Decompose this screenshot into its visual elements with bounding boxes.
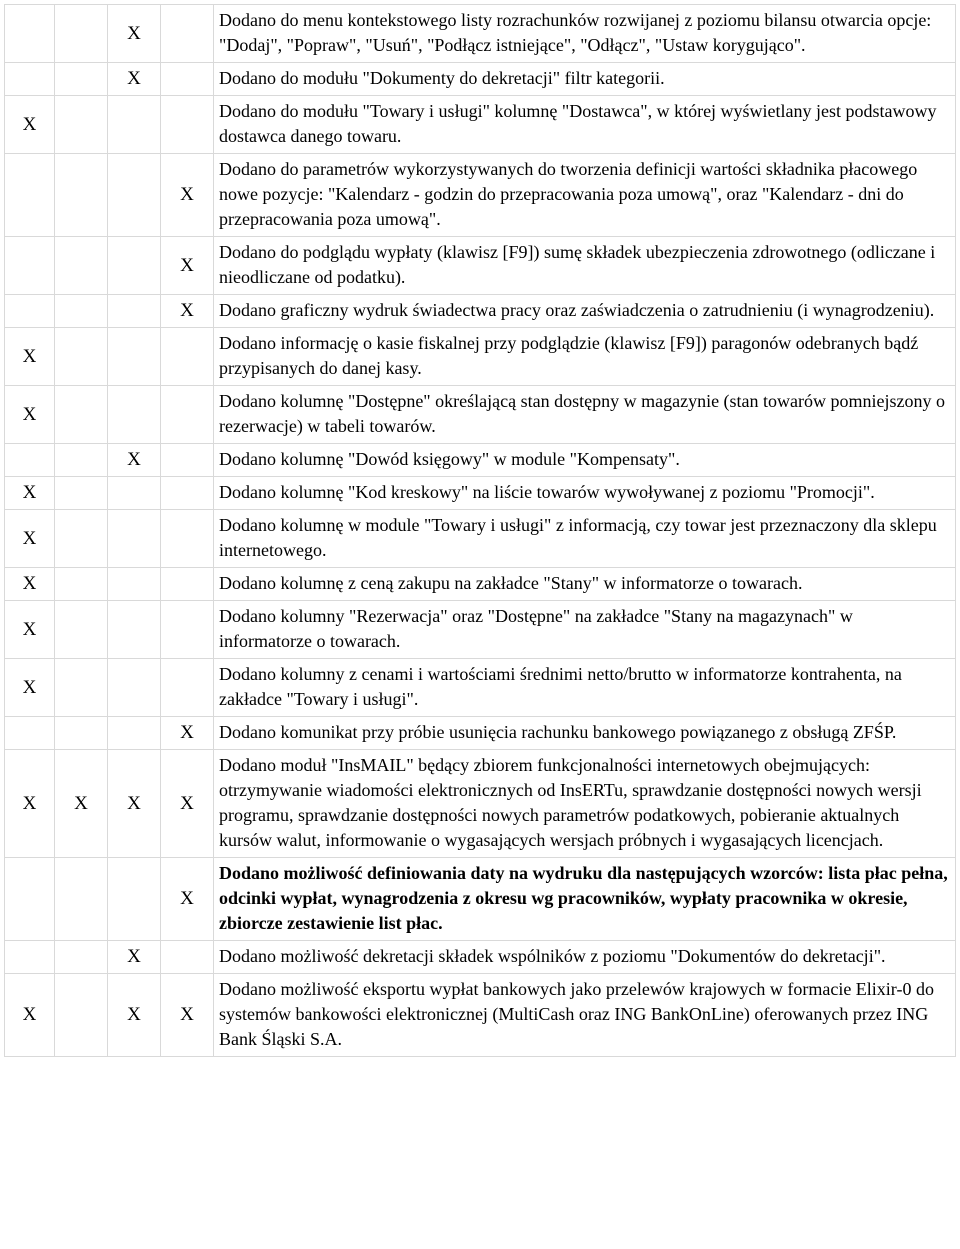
- mark-cell-4: [161, 659, 214, 717]
- mark-cell-4: X: [161, 237, 214, 295]
- mark-cell-2: [55, 237, 108, 295]
- mark-cell-2: [55, 717, 108, 750]
- mark-cell-3: [108, 96, 161, 154]
- change-description: Dodano do podglądu wypłaty (klawisz [F9]) sumę składek ubezpieczenia zdrowotnego (odliczane i nieodliczane od podatku).: [214, 237, 956, 295]
- table-row: [5, 444, 956, 477]
- mark-cell-2: [55, 5, 108, 63]
- change-description: Dodano kolumnę "Dostępne" określającą stan dostępny w magazynie (stan towarów pomniejszony o rezerwacje) w tabeli towarów.: [214, 386, 956, 444]
- mark-cell-1: [5, 941, 55, 974]
- mark-cell-1: X: [5, 974, 55, 1057]
- table-row: [5, 237, 956, 295]
- mark-cell-2: [55, 858, 108, 941]
- mark-cell-4: [161, 568, 214, 601]
- mark-cell-3: [108, 386, 161, 444]
- table-row: [5, 63, 956, 96]
- mark-cell-4: X: [161, 750, 214, 858]
- change-description: Dodano do parametrów wykorzystywanych do tworzenia definicji wartości składnika płacowego nowe pozycje: "Kalendarz - godzin do przepracowania poza umową", oraz "Kalendarz - dni do przepracowania poza umową".: [214, 154, 956, 237]
- change-description: Dodano możliwość definiowania daty na wydruku dla następujących wzorców: lista płac pełna, odcinki wypłat, wynagrodzenia z okresu wg pracowników, wypłaty pracownika w okresie, zbiorcze zestawienie list płac.: [214, 858, 956, 941]
- mark-cell-2: X: [55, 750, 108, 858]
- mark-cell-1: X: [5, 386, 55, 444]
- table-row: [5, 5, 956, 63]
- mark-cell-2: [55, 328, 108, 386]
- mark-cell-3: [108, 858, 161, 941]
- change-description: Dodano moduł "InsMAIL" będący zbiorem funkcjonalności internetowych obejmujących: otrzymywanie wiadomości elektronicznych od InsERTu, sprawdzanie dostępności nowych wersji programu, sprawdzanie dostępności nowych parametrów podatkowych, pobieranie aktualnych kursów walut, informowanie o wygasających wersjach próbnych i wygasających licencjach.: [214, 750, 956, 858]
- change-description: Dodano kolumny z cenami i wartościami średnimi netto/brutto w informatorze kontrahenta, na zakładce "Towary i usługi".: [214, 659, 956, 717]
- change-description: Dodano kolumnę w module "Towary i usługi" z informacją, czy towar jest przeznaczony dla sklepu internetowego.: [214, 510, 956, 568]
- mark-cell-1: [5, 154, 55, 237]
- mark-cell-4: [161, 510, 214, 568]
- mark-cell-3: [108, 659, 161, 717]
- mark-cell-2: [55, 295, 108, 328]
- mark-cell-4: [161, 477, 214, 510]
- change-description: Dodano kolumnę z ceną zakupu na zakładce "Stany" w informatorze o towarach.: [214, 568, 956, 601]
- mark-cell-1: [5, 858, 55, 941]
- mark-cell-2: [55, 154, 108, 237]
- table-row: [5, 858, 956, 941]
- mark-cell-4: X: [161, 974, 214, 1057]
- table-row: [5, 510, 956, 568]
- mark-cell-4: X: [161, 154, 214, 237]
- mark-cell-4: [161, 444, 214, 477]
- change-description: Dodano możliwość dekretacji składek wspólników z poziomu "Dokumentów do dekretacji".: [214, 941, 956, 974]
- table-row: [5, 568, 956, 601]
- mark-cell-1: X: [5, 96, 55, 154]
- table-row: [5, 750, 956, 858]
- change-description: Dodano do modułu "Towary i usługi" kolumnę "Dostawca", w której wyświetlany jest podstawowy dostawca danego towaru.: [214, 96, 956, 154]
- mark-cell-2: [55, 63, 108, 96]
- change-description: Dodano możliwość eksportu wypłat bankowych jako przelewów krajowych w formacie Elixir-0 do systemów bankowości elektronicznej (MultiCash oraz ING BankOnLine) oferowanych przez ING Bank Śląski S.A.: [214, 974, 956, 1057]
- mark-cell-3: X: [108, 974, 161, 1057]
- mark-cell-2: [55, 659, 108, 717]
- table-row: [5, 941, 956, 974]
- mark-cell-2: [55, 974, 108, 1057]
- mark-cell-1: [5, 5, 55, 63]
- mark-cell-1: [5, 63, 55, 96]
- mark-cell-1: X: [5, 750, 55, 858]
- mark-cell-4: [161, 386, 214, 444]
- table-row: [5, 974, 956, 1057]
- change-description: Dodano kolumnę "Dowód księgowy" w module "Kompensaty".: [214, 444, 956, 477]
- mark-cell-4: X: [161, 295, 214, 328]
- mark-cell-1: X: [5, 659, 55, 717]
- mark-cell-1: [5, 444, 55, 477]
- table-row: [5, 601, 956, 659]
- mark-cell-4: [161, 5, 214, 63]
- mark-cell-1: [5, 717, 55, 750]
- change-description: Dodano graficzny wydruk świadectwa pracy oraz zaświadczenia o zatrudnieniu (i wynagrodzeniu).: [214, 295, 956, 328]
- mark-cell-4: [161, 63, 214, 96]
- changelog-table: [4, 4, 956, 1057]
- mark-cell-3: X: [108, 5, 161, 63]
- mark-cell-3: [108, 154, 161, 237]
- mark-cell-4: [161, 941, 214, 974]
- mark-cell-2: [55, 941, 108, 974]
- change-description: Dodano do modułu "Dokumenty do dekretacji" filtr kategorii.: [214, 63, 956, 96]
- mark-cell-3: [108, 601, 161, 659]
- mark-cell-1: X: [5, 510, 55, 568]
- mark-cell-3: [108, 295, 161, 328]
- mark-cell-4: [161, 96, 214, 154]
- table-row: [5, 477, 956, 510]
- mark-cell-1: X: [5, 568, 55, 601]
- mark-cell-3: [108, 328, 161, 386]
- mark-cell-2: [55, 477, 108, 510]
- table-row: [5, 386, 956, 444]
- table-row: [5, 717, 956, 750]
- mark-cell-2: [55, 601, 108, 659]
- mark-cell-3: X: [108, 941, 161, 974]
- mark-cell-3: X: [108, 63, 161, 96]
- mark-cell-3: [108, 237, 161, 295]
- mark-cell-3: [108, 717, 161, 750]
- mark-cell-1: [5, 295, 55, 328]
- mark-cell-4: [161, 328, 214, 386]
- change-description: Dodano kolumny "Rezerwacja" oraz "Dostępne" na zakładce "Stany na magazynach" w informatorze o towarach.: [214, 601, 956, 659]
- table-row: [5, 154, 956, 237]
- mark-cell-4: [161, 601, 214, 659]
- mark-cell-3: [108, 477, 161, 510]
- mark-cell-3: [108, 568, 161, 601]
- change-description: Dodano kolumnę "Kod kreskowy" na liście towarów wywoływanej z poziomu "Promocji".: [214, 477, 956, 510]
- mark-cell-2: [55, 96, 108, 154]
- mark-cell-1: X: [5, 601, 55, 659]
- mark-cell-1: X: [5, 477, 55, 510]
- mark-cell-2: [55, 510, 108, 568]
- change-description: Dodano komunikat przy próbie usunięcia rachunku bankowego powiązanego z obsługą ZFŚP.: [214, 717, 956, 750]
- mark-cell-1: [5, 237, 55, 295]
- mark-cell-4: X: [161, 858, 214, 941]
- mark-cell-2: [55, 386, 108, 444]
- table-row: [5, 96, 956, 154]
- changelog-body: [5, 5, 956, 1057]
- change-description: Dodano informację o kasie fiskalnej przy podglądzie (klawisz [F9]) paragonów odebranych bądź przypisanych do danej kasy.: [214, 328, 956, 386]
- mark-cell-2: [55, 568, 108, 601]
- mark-cell-4: X: [161, 717, 214, 750]
- mark-cell-3: X: [108, 750, 161, 858]
- table-row: [5, 659, 956, 717]
- mark-cell-3: [108, 510, 161, 568]
- change-description: Dodano do menu kontekstowego listy rozrachunków rozwijanej z poziomu bilansu otwarcia opcje: "Dodaj", "Popraw", "Usuń", "Podłącz istniejące", "Odłącz", "Ustaw korygująco".: [214, 5, 956, 63]
- table-row: [5, 295, 956, 328]
- mark-cell-1: X: [5, 328, 55, 386]
- table-row: [5, 328, 956, 386]
- mark-cell-2: [55, 444, 108, 477]
- mark-cell-3: X: [108, 444, 161, 477]
